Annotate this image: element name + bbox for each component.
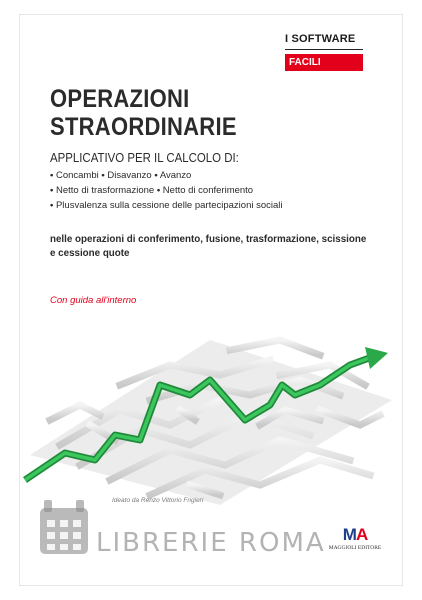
publisher-logo — [320, 525, 390, 551]
description: nelle operazioni di conferimento, fusione, trasformazione, scissione e cessione quote — [50, 234, 367, 259]
book-title — [50, 85, 237, 141]
publisher-name: MAGGIOLI EDITORE — [328, 545, 382, 551]
guide-note: Con guida all'interno — [50, 295, 137, 306]
feature-row: • Concambi • Disavanzo • Avanzo — [50, 170, 192, 181]
maze-illustration — [20, 315, 402, 505]
series-badge: FACILI — [285, 54, 363, 71]
feature-item: Avanzo — [159, 170, 192, 181]
feature-item: Concambi — [55, 170, 99, 181]
watermark-text: LIBRERIE ROMA — [96, 528, 326, 558]
subtitle: APPLICATIVO PER IL CALCOLO DI: — [50, 150, 239, 165]
title-line-2: STRAORDINARIE — [50, 113, 237, 141]
feature-item: Plusvalenza sulla cessione delle partecipazioni sociali — [55, 200, 283, 211]
title-line-1: OPERAZIONI — [50, 85, 190, 113]
feature-list — [50, 168, 283, 213]
series-block — [285, 33, 363, 71]
watermark-calendar-icon — [38, 494, 90, 558]
feature-item: Disavanzo — [107, 170, 152, 181]
feature-row: • Netto di trasformazione • Netto di conferimento — [50, 185, 254, 196]
publisher-mark: MA — [342, 525, 368, 544]
series-label: I SOFTWARE — [285, 33, 363, 50]
author-credit: Ideato da Renzo Vittorio Frigieri — [112, 497, 204, 504]
feature-row: • Plusvalenza sulla cessione delle partecipazioni sociali — [50, 200, 283, 211]
feature-item: Netto di conferimento — [162, 185, 254, 196]
feature-item: Netto di trasformazione — [55, 185, 155, 196]
